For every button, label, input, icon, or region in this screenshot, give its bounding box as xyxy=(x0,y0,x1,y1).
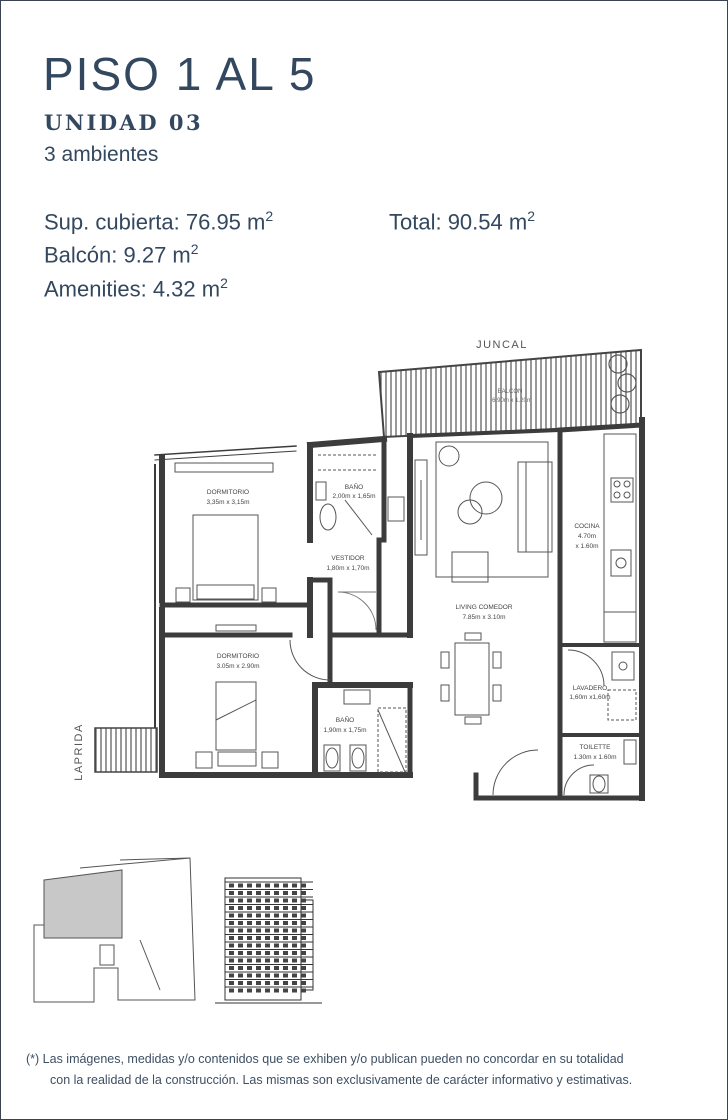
building-window xyxy=(229,944,234,948)
building-window xyxy=(274,981,279,985)
building-window xyxy=(265,899,270,903)
building-window xyxy=(256,884,261,888)
building-window xyxy=(283,884,288,888)
street-juncal: JUNCAL xyxy=(476,339,528,351)
building-window xyxy=(256,899,261,903)
building-window xyxy=(247,899,252,903)
building-window xyxy=(301,959,306,963)
building-window xyxy=(292,951,297,955)
cocina-name: COCINA xyxy=(574,523,600,530)
balcony-name: BALCÓN xyxy=(497,389,523,395)
building-window xyxy=(229,921,234,925)
disclaimer-line-2: con la realidad de la construcción. Las mismas son exclusivamente de carácter informativo y estimativas. xyxy=(50,1073,633,1087)
building-window xyxy=(301,884,306,888)
building-window xyxy=(274,914,279,918)
building-window xyxy=(265,914,270,918)
building-window xyxy=(301,921,306,925)
building-window xyxy=(283,891,288,895)
building-window xyxy=(238,921,243,925)
building-window xyxy=(229,974,234,978)
living-name: LIVING COMEDOR xyxy=(455,604,513,611)
building-window xyxy=(247,989,252,993)
area-balcon: Balcón: 9.27 $m^2$ xyxy=(44,241,199,268)
building-window xyxy=(238,944,243,948)
building-window xyxy=(265,974,270,978)
vestidor-door xyxy=(338,592,376,630)
building-window xyxy=(238,906,243,910)
building-window xyxy=(265,921,270,925)
building-window xyxy=(274,929,279,933)
building-window xyxy=(265,959,270,963)
building-window xyxy=(274,884,279,888)
building-window xyxy=(238,974,243,978)
building-elevation xyxy=(215,878,322,1003)
cocina-dims-1: 4.70m xyxy=(577,533,597,540)
building-window xyxy=(265,981,270,985)
building-window xyxy=(256,951,261,955)
unit-label: UNIDAD 03 xyxy=(44,110,204,135)
building-window xyxy=(247,906,252,910)
building-window xyxy=(256,981,261,985)
building-window xyxy=(238,959,243,963)
building-window xyxy=(247,891,252,895)
cocina-dims-2: x 1.60m xyxy=(575,543,599,550)
area-cubierta: Sup. cubierta: 76.95 $m^2$ xyxy=(44,208,274,235)
building-window xyxy=(301,974,306,978)
building-window xyxy=(274,906,279,910)
building-window xyxy=(274,951,279,955)
building-window xyxy=(256,944,261,948)
building-window xyxy=(265,906,270,910)
building-window xyxy=(301,906,306,910)
building-window xyxy=(247,936,252,940)
building-window xyxy=(274,974,279,978)
toilette-dims: 1.30m x 1.60m xyxy=(573,754,617,761)
building-window xyxy=(247,981,252,985)
building-window xyxy=(274,989,279,993)
building-window xyxy=(247,921,252,925)
building-window xyxy=(247,929,252,933)
building-window xyxy=(247,966,252,970)
dorm2-dims: 3.05m x 2.90m xyxy=(216,663,260,670)
building-window xyxy=(229,966,234,970)
building-window xyxy=(256,936,261,940)
building-window xyxy=(292,899,297,903)
building-window xyxy=(265,989,270,993)
building-window xyxy=(256,921,261,925)
building-window xyxy=(238,936,243,940)
building-window xyxy=(283,959,288,963)
building-window xyxy=(292,891,297,895)
building-window xyxy=(238,981,243,985)
building-window xyxy=(229,906,234,910)
building-window xyxy=(229,929,234,933)
building-window xyxy=(256,929,261,933)
building-window xyxy=(256,906,261,910)
building-window xyxy=(301,951,306,955)
building-window xyxy=(256,914,261,918)
building-window xyxy=(229,936,234,940)
building-window xyxy=(256,966,261,970)
dorm2-name: DORMITORIO xyxy=(216,653,260,660)
building-window xyxy=(274,944,279,948)
building-window xyxy=(229,959,234,963)
building-window xyxy=(292,906,297,910)
building-window xyxy=(301,929,306,933)
page-title: PISO 1 AL 5 xyxy=(43,48,317,100)
building-window xyxy=(247,951,252,955)
building-window xyxy=(265,944,270,948)
key-plan-outline xyxy=(34,858,195,1002)
building-window xyxy=(292,884,297,888)
building-window xyxy=(238,884,243,888)
building-window xyxy=(229,914,234,918)
building-window xyxy=(247,884,252,888)
building-window xyxy=(238,914,243,918)
building-window xyxy=(238,899,243,903)
building-window xyxy=(301,936,306,940)
building-window xyxy=(256,891,261,895)
building-window xyxy=(292,981,297,985)
building-window xyxy=(229,989,234,993)
building-window xyxy=(274,959,279,963)
area-total: Total: 90.54 $m^2$ xyxy=(389,208,535,235)
building-window xyxy=(283,914,288,918)
building-window xyxy=(238,966,243,970)
building-window xyxy=(283,974,288,978)
building-window xyxy=(229,951,234,955)
building-window xyxy=(238,989,243,993)
building-window xyxy=(301,981,306,985)
building-window xyxy=(292,966,297,970)
lavadero-dims: 1,60m x1,60m xyxy=(569,694,611,701)
building-window xyxy=(265,884,270,888)
lavadero-name: LAVADERO xyxy=(572,685,608,692)
building-window xyxy=(283,906,288,910)
building-window xyxy=(256,974,261,978)
bano1-dims: 2,00m x 1,65m xyxy=(332,493,376,500)
building-window xyxy=(274,921,279,925)
living-dims: 7.85m x 3.10m xyxy=(462,614,506,621)
building-window xyxy=(229,981,234,985)
vestidor-dims: 1,80m x 1,70m xyxy=(326,565,370,572)
building-window xyxy=(229,884,234,888)
building-window xyxy=(292,929,297,933)
area-amenities: Amenities: 4.32 $m^2$ xyxy=(44,275,228,302)
balcony xyxy=(379,350,641,437)
building-window xyxy=(301,966,306,970)
toilette-name: TOILETTE xyxy=(579,744,611,751)
kitchen-fixtures xyxy=(604,434,636,642)
building-window xyxy=(283,929,288,933)
bano2-dims: 1,90m x 1,75m xyxy=(323,727,367,734)
building-window xyxy=(292,936,297,940)
building-window xyxy=(292,974,297,978)
building-window xyxy=(247,959,252,963)
building-window xyxy=(256,989,261,993)
building-window xyxy=(301,989,306,993)
walls xyxy=(95,420,642,798)
disclaimer-line-1: (*) Las imágenes, medidas y/o contenidos que se exhiben y/o publican pueden no concordar en su totalidad xyxy=(26,1052,624,1066)
building-window xyxy=(283,944,288,948)
building-window xyxy=(247,914,252,918)
street-laprida: LAPRIDA xyxy=(73,723,85,781)
building-window xyxy=(292,914,297,918)
building-window xyxy=(256,959,261,963)
building-window xyxy=(274,936,279,940)
building-window xyxy=(292,989,297,993)
building-window xyxy=(283,966,288,970)
disclaimer xyxy=(26,1049,716,1091)
building-window xyxy=(274,966,279,970)
building-window xyxy=(238,951,243,955)
vestidor-name: VESTIDOR xyxy=(331,555,365,562)
building-window xyxy=(265,936,270,940)
building-window xyxy=(274,899,279,903)
building-window xyxy=(283,921,288,925)
building-window xyxy=(238,891,243,895)
building-window xyxy=(292,921,297,925)
balcony-dims: 6.90m x 1.20m xyxy=(492,398,532,404)
building-window xyxy=(229,899,234,903)
building-window xyxy=(265,929,270,933)
building-window xyxy=(283,899,288,903)
building-window xyxy=(283,981,288,985)
building-window xyxy=(301,944,306,948)
building-window xyxy=(265,891,270,895)
dorm1-dims: 3,35m x 3,15m xyxy=(206,499,250,506)
building-window xyxy=(283,989,288,993)
building-window xyxy=(265,951,270,955)
building-window xyxy=(247,974,252,978)
building-window xyxy=(292,959,297,963)
building-window xyxy=(274,891,279,895)
key-plan xyxy=(0,850,728,1020)
building-window xyxy=(301,914,306,918)
floor-plan xyxy=(0,330,728,810)
building-window xyxy=(301,891,306,895)
building-window xyxy=(283,936,288,940)
building-window xyxy=(292,944,297,948)
dorm1-name: DORMITORIO xyxy=(206,489,250,496)
building-window xyxy=(247,944,252,948)
building-window xyxy=(283,951,288,955)
rooms-label: 3 ambientes xyxy=(44,143,159,166)
building-window xyxy=(265,966,270,970)
bano2-name: BAÑO xyxy=(335,717,355,724)
building-window xyxy=(301,899,306,903)
building-window xyxy=(229,891,234,895)
bano1-name: BAÑO xyxy=(344,484,364,491)
building-window xyxy=(238,929,243,933)
